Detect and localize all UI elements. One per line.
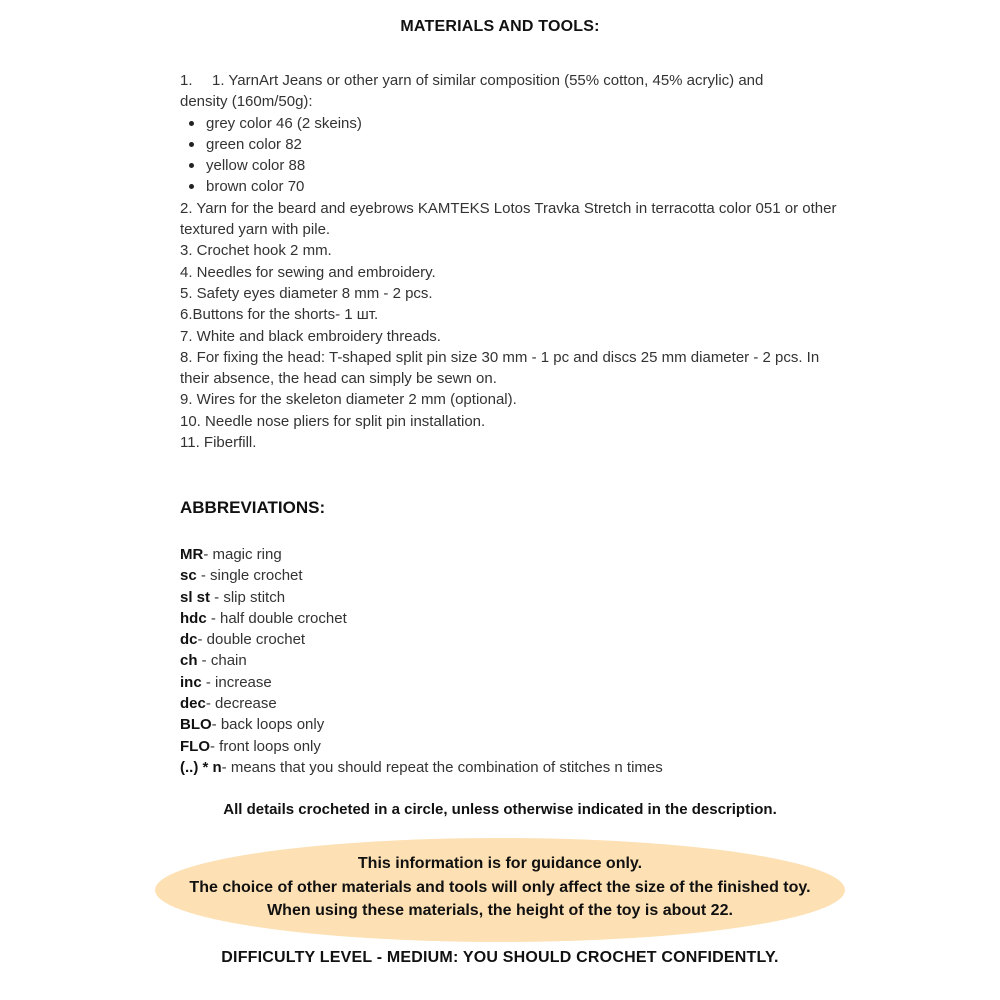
materials-item-10: 10. Needle nose pliers for split pin installation.	[180, 412, 486, 430]
abbreviation-row	[180, 736, 663, 757]
abbreviation-row	[180, 693, 663, 714]
materials-item-8: 8. For fixing the head: T-shaped split pin size 30 mm - 1 pc and discs 25 mm diameter - 2 pcs. In their absence, the head can simply be sewn on.	[180, 348, 820, 388]
abbreviation-term: (..) * n	[180, 758, 222, 776]
abbreviation-row	[180, 544, 663, 565]
abbreviation-term: MR	[180, 546, 204, 563]
abbreviation-desc: - means that you should repeat the combination of stitches n times	[221, 758, 663, 776]
abbreviation-desc: - half double crochet	[206, 609, 347, 627]
crochet-note: All details crocheted in a circle, unless otherwise indicated in the description.	[223, 801, 777, 818]
abbreviation-row	[180, 714, 663, 735]
materials-item-7: 7. White and black embroidery threads.	[180, 327, 441, 345]
materials-item-1-number: 1.	[180, 72, 193, 89]
materials-item-4: 4. Needles for sewing and embroidery.	[180, 263, 436, 281]
abbreviation-row	[180, 757, 663, 778]
abbreviations-title: ABBREVIATIONS:	[180, 498, 326, 517]
abbreviation-row	[180, 608, 663, 629]
abbreviations-list	[180, 544, 663, 778]
abbreviation-desc: - decrease	[205, 695, 277, 713]
materials-item-3: 3. Crochet hook 2 mm.	[180, 242, 332, 260]
materials-item-5: 5. Safety eyes diameter 8 mm - 2 pcs.	[180, 284, 433, 302]
abbreviation-term: inc	[180, 673, 202, 691]
abbreviation-desc: - double crochet	[197, 631, 306, 649]
abbreviation-desc: - slip stitch	[210, 588, 286, 606]
yarn-color-item: grey color 46 (2 skeins)	[206, 113, 840, 134]
abbreviation-row	[180, 650, 663, 671]
abbreviation-term: hdc	[180, 609, 207, 627]
abbreviation-term: sl st	[180, 588, 211, 606]
abbreviation-row	[180, 672, 663, 693]
materials-item-9: 9. Wires for the skeleton diameter 2 mm (optional).	[180, 391, 517, 409]
yarn-color-item: green color 82	[206, 134, 840, 155]
abbreviation-term: BLO	[180, 716, 212, 734]
abbreviation-term: dc	[180, 631, 198, 649]
banner-line-2: The choice of other materials and tools will only affect the size of the finished toy.	[189, 878, 811, 896]
info-banner-text	[0, 852, 1000, 923]
materials-item-2: 2. Yarn for the beard and eyebrows KAMTEKS Lotos Travka Stretch in terracotta color 051 or other textured yarn with pile.	[180, 199, 837, 239]
yarn-color-item: brown color 70	[206, 176, 840, 197]
materials-item-11: 11. Fiberfill.	[180, 434, 257, 452]
materials-item-1-continued: density (160m/50g):	[180, 93, 313, 111]
abbreviation-row	[180, 587, 663, 608]
abbreviation-term: FLO	[180, 737, 210, 755]
abbreviation-term: ch	[180, 652, 198, 670]
abbreviation-desc: - chain	[197, 652, 247, 670]
abbreviation-term: dec	[180, 695, 206, 713]
materials-list	[180, 70, 840, 453]
banner-line-1: This information is for guidance only.	[357, 855, 643, 872]
abbreviation-desc: - single crochet	[196, 567, 303, 585]
abbreviation-desc: - back loops only	[211, 716, 325, 734]
abbreviation-row	[180, 629, 663, 650]
abbreviation-term: sc	[180, 567, 197, 585]
difficulty-level: DIFFICULTY LEVEL - MEDIUM: YOU SHOULD CROCHET CONFIDENTLY.	[221, 949, 779, 966]
materials-item-6: 6.Buttons for the shorts- 1 шт.	[180, 306, 379, 324]
materials-item-1	[180, 70, 840, 91]
yarn-colors-list	[180, 113, 840, 198]
banner-line-3: When using these materials, the height of the toy is about 22.	[267, 902, 733, 919]
abbreviation-desc: - magic ring	[203, 546, 282, 563]
abbreviation-row	[180, 565, 663, 586]
materials-item-1-text: 1. YarnArt Jeans or other yarn of similar composition (55% cotton, 45% acrylic) and	[212, 72, 764, 89]
abbreviation-desc: - increase	[201, 673, 272, 691]
yarn-color-item: yellow color 88	[206, 155, 840, 176]
materials-title: MATERIALS AND TOOLS:	[400, 18, 600, 35]
abbreviation-desc: - front loops only	[210, 737, 321, 755]
